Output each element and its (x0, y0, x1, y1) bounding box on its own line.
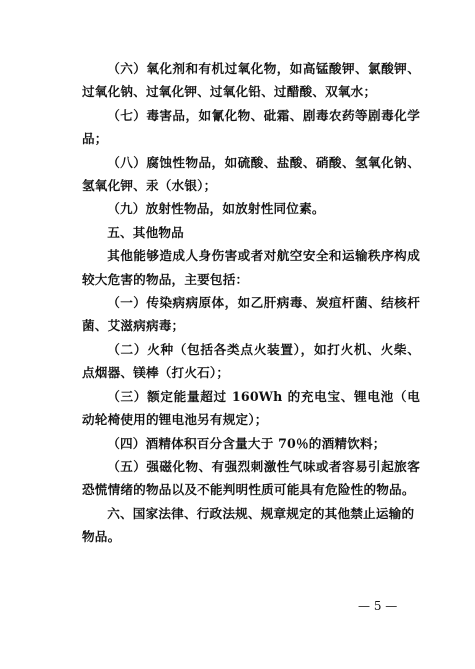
paragraph-toxic: （七）毒害品，如氰化物、砒霜、剧毒农药等剧毒化学品； (82, 107, 420, 147)
document-body (82, 57, 420, 549)
page-number: — 5 — (358, 599, 398, 613)
paragraph-pathogens: （一）传染病病原体，如乙肝病毒、炭疽杆菌、结核杆菌、艾滋病病毒； (82, 295, 420, 334)
paragraph-radioactive: （九）放射性物品，如放射性同位素。 (107, 201, 325, 217)
paragraph-batteries: （三）额定能量超过 160Wh 的充电宝、锂电池（电动轮椅使用的锂电池另有规定）； (82, 388, 420, 428)
paragraph-fire-sources: （二）火种（包括各类点火装置），如打火机、火柴、点烟器、镁棒（打火石）； (82, 341, 420, 381)
section-heading-legal: 六、国家法律、行政法规、规章规定的其他禁止运输的物品。 (82, 505, 415, 545)
paragraph-magnetic: （五）强磁化物、有强烈刺激性气味或者容易引起旅客恐慌情绪的物品以及不能判明性质可能具有危险性的物品。 (82, 458, 420, 498)
paragraph-other-intro: 其他能够造成人身伤害或者对航空安全和运输秩序构成较大危害的物品，主要包括： (82, 248, 420, 287)
paragraph-alcohol: （四）酒精体积百分含量大于 70％的酒精饮料； (107, 435, 386, 451)
paragraph-oxidizers: （六）氧化剂和有机过氧化物，如高锰酸钾、氯酸钾、过氧化钠、过氧化钾、过氧化铅、过醋酸、双氧水； (82, 61, 420, 100)
paragraph-corrosive: （八）腐蚀性物品，如硫酸、盐酸、硝酸、氢氧化钠、氢氧化钾、汞（水银）； (82, 154, 420, 194)
section-heading-other-items: 五、其他物品 (107, 224, 184, 240)
